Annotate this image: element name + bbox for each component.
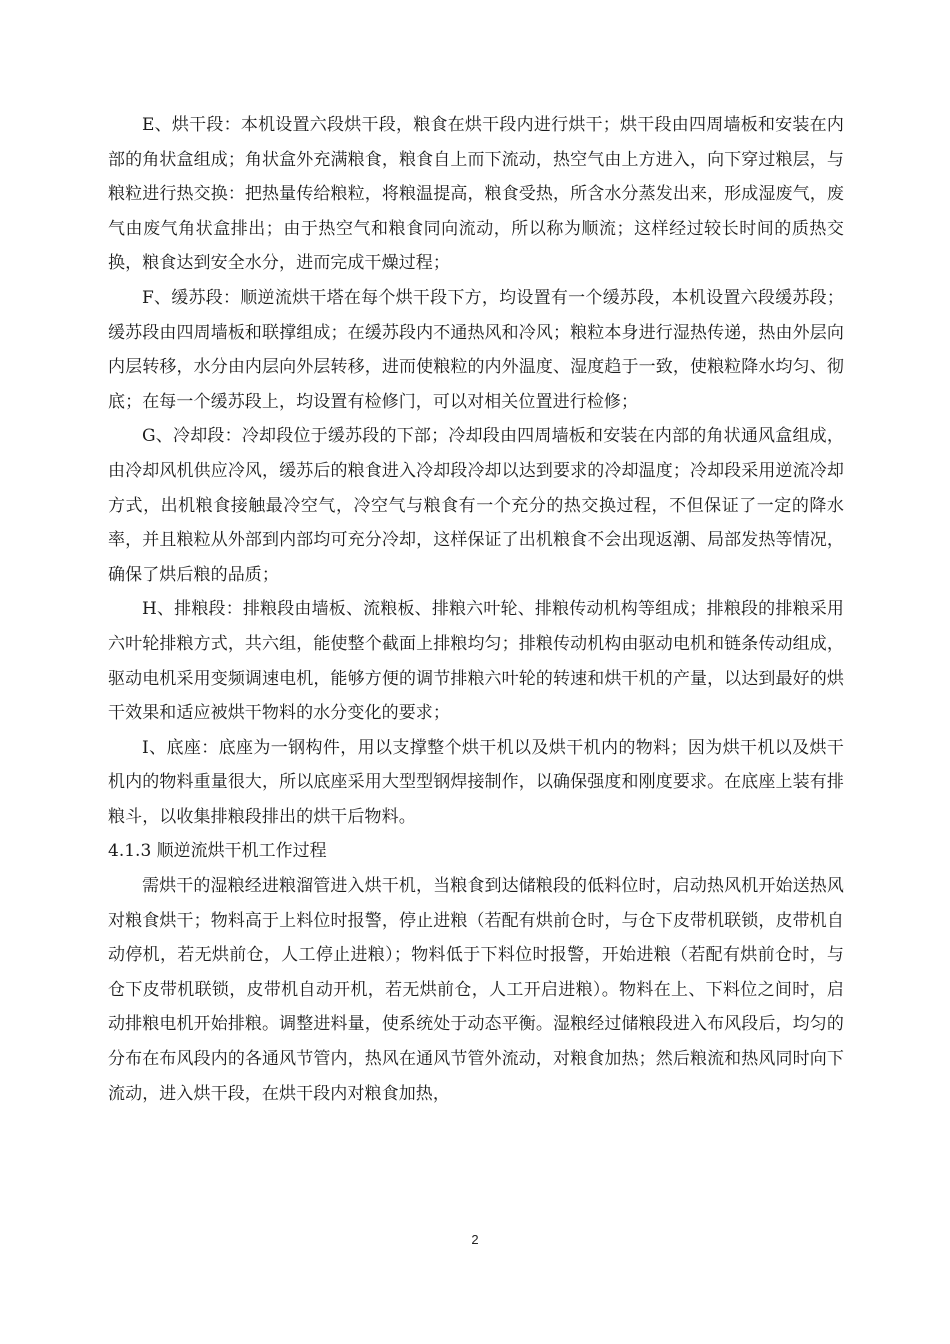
paragraph-cooling-section: G、冷却段：冷却段位于缓苏段的下部；冷却段由四周墙板和安装在内部的角状通风盒组成，由冷却风机供应冷风，缓苏后的粮食进入冷却段冷却以达到要求的冷却温度；冷却段采用逆流冷却方式，出机粮食接触最冷空气，冷空气与粮食有一个充分的热交换过程，不但保证了一定的降水率，并且粮粒从外部到内部均可充分冷却，这样保证了出机粮食不会出现返潮、局部发热等情况，确保了烘后粮的品质； [108,426,844,585]
paragraph-tempering-section: F、缓苏段：顺逆流烘干塔在每个烘干段下方，均设置有一个缓苏段，本机设置六段缓苏段；缓苏段由四周墙板和联撑组成；在缓苏段内不通热风和冷风；粮粒本身进行湿热传递，热由外层向内层转移，水分由内层向外层转移，进而使粮粒的内外温度、湿度趋于一致，使粮粒降水均匀、彻底；在每一个缓苏段上，均设置有检修门，可以对相关位置进行检修； [108,287,844,412]
document-page [108,108,844,1111]
paragraph-base-section: I、底座：底座为一钢构件，用以支撑整个烘干机以及烘干机内的物料；因为烘干机以及烘干机内的物料重量很大，所以底座采用大型型钢焊接制作，以确保强度和刚度要求。在底座上装有排粮斗，以收集排粮段排出的烘干后物料。 [108,737,844,827]
paragraph-working-process: 需烘干的湿粮经进粮溜管进入烘干机，当粮食到达储粮段的低料位时，启动热风机开始送热风对粮食烘干；物料高于上料位时报警，停止进粮（若配有烘前仓时，与仓下皮带机联锁，皮带机自动停机，若无烘前仓，人工停止进粮）；物料低于下料位时报警，开始进粮（若配有烘前仓时，与仓下皮带机联锁，皮带机自动开机，若无烘前仓，人工开启进粮）。物料在上、下料位之间时，启动排粮电机开始排粮。调整进料量，使系统处于动态平衡。湿粮经过储粮段进入布风段后，均匀的分布在布风段内的各通风节管内，热风在通风节管外流动，对粮食加热；然后粮流和热风同时向下流动，进入烘干段，在烘干段内对粮食加热， [108,876,844,1104]
page-number: 2 [471,1232,479,1247]
paragraph-discharge-section: H、排粮段：排粮段由墙板、流粮板、排粮六叶轮、排粮传动机构等组成；排粮段的排粮采用六叶轮排粮方式，共六组，能使整个截面上排粮均匀；排粮传动机构由驱动电机和链条传动组成，驱动电机采用变频调速电机，能够方便的调节排粮六叶轮的转速和烘干机的产量，以达到最好的烘干效果和适应被烘干物料的水分变化的要求； [108,599,844,724]
paragraph-drying-section: E、烘干段：本机设置六段烘干段，粮食在烘干段内进行烘干；烘干段由四周墙板和安装在内部的角状盒组成；角状盒外充满粮食，粮食自上而下流动，热空气由上方进入，向下穿过粮层，与粮粒进行热交换：把热量传给粮粒，将粮温提高，粮食受热，所含水分蒸发出来，形成湿废气，废气由废气角状盒排出；由于热空气和粮食同向流动，所以称为顺流；这样经过较长时间的质热交换，粮食达到安全水分，进而完成干燥过程； [108,115,844,274]
section-heading: 4.1.3 顺逆流烘干机工作过程 [108,841,327,862]
